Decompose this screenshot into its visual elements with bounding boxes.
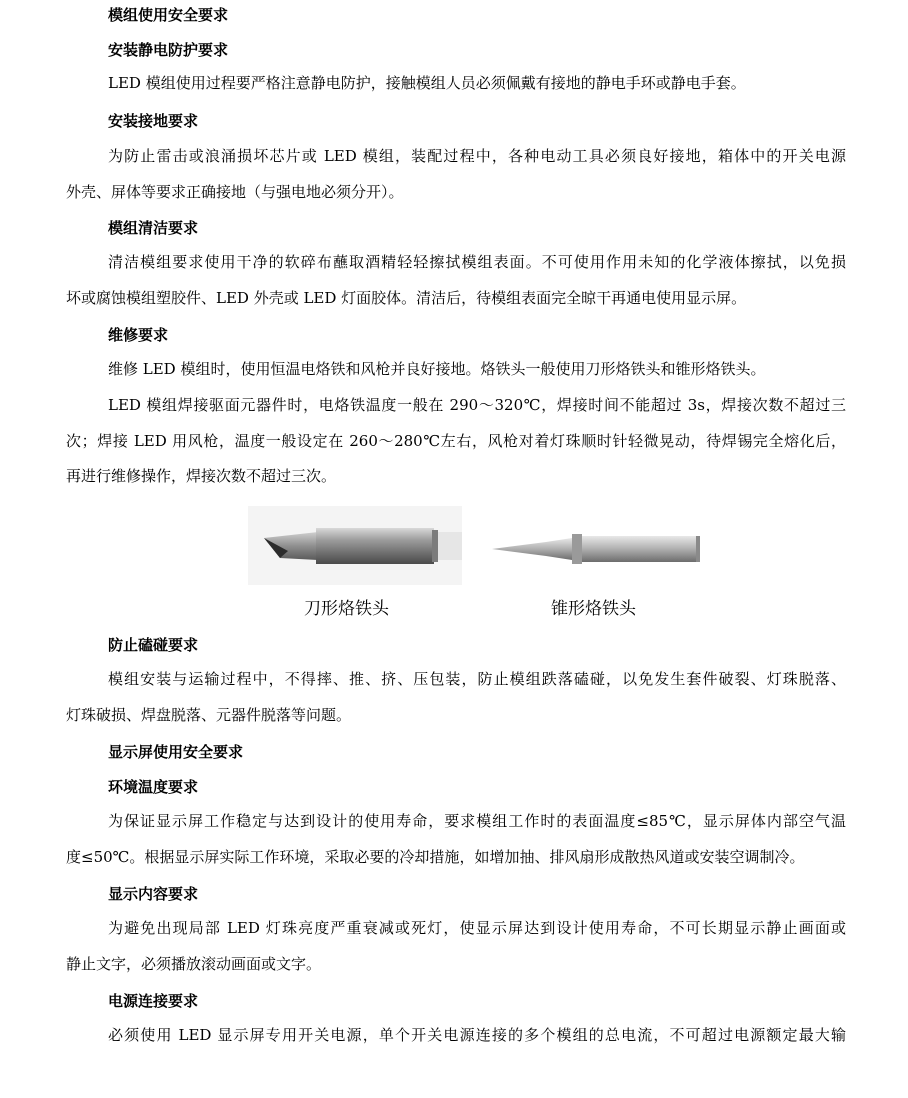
paragraph-line: 坏或腐蚀模组塑胶件、LED 外壳或 LED 灯面胶体。清洁后，待模组表面完全晾干再通电使用显示屏。 — [66, 288, 747, 307]
paragraph-line: 灯珠破损、焊盘脱落、元器件脱落等问题。 — [66, 705, 352, 724]
heading-module-safety: 模组使用安全要求 — [108, 6, 229, 24]
paragraph-line: 为避免出现局部 LED 灯珠亮度严重衰减或死灯，使显示屏达到设计使用寿命，不可长期显示静止画面或 — [108, 919, 846, 937]
heading-collision-prevention: 防止磕碰要求 — [108, 636, 199, 654]
soldering-tips-figure — [248, 506, 708, 624]
heading-esd-protection: 安装静电防护要求 — [108, 41, 229, 59]
knife-tip-image — [248, 506, 462, 585]
paragraph-line: 外壳、屏体等要求正确接地（与强电地必须分开）。 — [66, 182, 404, 201]
heading-repair: 维修要求 — [108, 326, 169, 344]
conical-tip-image — [488, 524, 708, 574]
heading-cleaning: 模组清洁要求 — [108, 219, 199, 237]
paragraph-cleaning — [66, 245, 846, 316]
heading-ambient-temperature: 环境温度要求 — [108, 778, 199, 796]
knife-tip-caption: 刀形烙铁头 — [304, 599, 389, 619]
paragraph-line: 清洁模组要求使用干净的软碎布蘸取酒精轻轻擦拭模组表面。不可使用作用未知的化学液体擦拭，以免损 — [108, 253, 846, 271]
conical-tip-caption: 锥形烙铁头 — [551, 599, 636, 619]
paragraph-line: 维修 LED 模组时，使用恒温电烙铁和风枪并良好接地。烙铁头一般使用刀形烙铁头和锥形烙铁头。 — [108, 360, 766, 378]
paragraph-line: 为保证显示屏工作稳定与达到设计的使用寿命，要求模组工作时的表面温度≤85℃，显示屏体内部空气温 — [108, 812, 846, 830]
paragraph-line: 必须使用 LED 显示屏专用开关电源，单个开关电源连接的多个模组的总电流，不可超过电源额定最大输 — [108, 1026, 846, 1044]
paragraph-power — [66, 1018, 846, 1054]
paragraph-line: 为防止雷击或浪涌损坏芯片或 LED 模组，装配过程中，各种电动工具必须良好接地，箱体中的开关电源 — [108, 147, 846, 165]
paragraph-esd — [66, 66, 846, 102]
paragraph-content — [66, 911, 846, 982]
heading-display-safety: 显示屏使用安全要求 — [108, 743, 244, 761]
heading-grounding: 安装接地要求 — [108, 112, 199, 130]
heading-display-content: 显示内容要求 — [108, 885, 199, 903]
paragraph-repair-tools — [66, 352, 846, 388]
paragraph-line: LED 模组使用过程要严格注意静电防护，接触模组人员必须佩戴有接地的静电手环或静电手套。 — [108, 74, 746, 92]
paragraph-repair-temperature — [66, 388, 846, 495]
paragraph-collision — [66, 662, 846, 733]
heading-power-connection: 电源连接要求 — [108, 992, 199, 1010]
paragraph-grounding — [66, 139, 846, 210]
paragraph-line: 模组安装与运输过程中，不得摔、推、挤、压包装，防止模组跌落磕碰，以免发生套件破裂、灯珠脱落、 — [108, 670, 846, 688]
paragraph-line: 再进行维修操作，焊接次数不超过三次。 — [66, 467, 337, 485]
paragraph-line: 静止文字，必须播放滚动画面或文字。 — [66, 954, 322, 973]
paragraph-temperature — [66, 804, 846, 875]
paragraph-line: LED 模组焊接驱面元器件时，电烙铁温度一般在 290～320℃，焊接时间不能超过 3s，焊接次数不超过三 — [108, 396, 846, 414]
paragraph-line: 次；焊接 LED 用风枪，温度一般设定在 260～280℃左右，风枪对着灯珠顺时针轻微晃动，待焊锡完全熔化后， — [66, 431, 846, 450]
paragraph-line: 度≤50℃。根据显示屏实际工作环境，采取必要的冷却措施，如增加抽、排风扇形成散热风道或安装空调制冷。 — [66, 847, 805, 866]
